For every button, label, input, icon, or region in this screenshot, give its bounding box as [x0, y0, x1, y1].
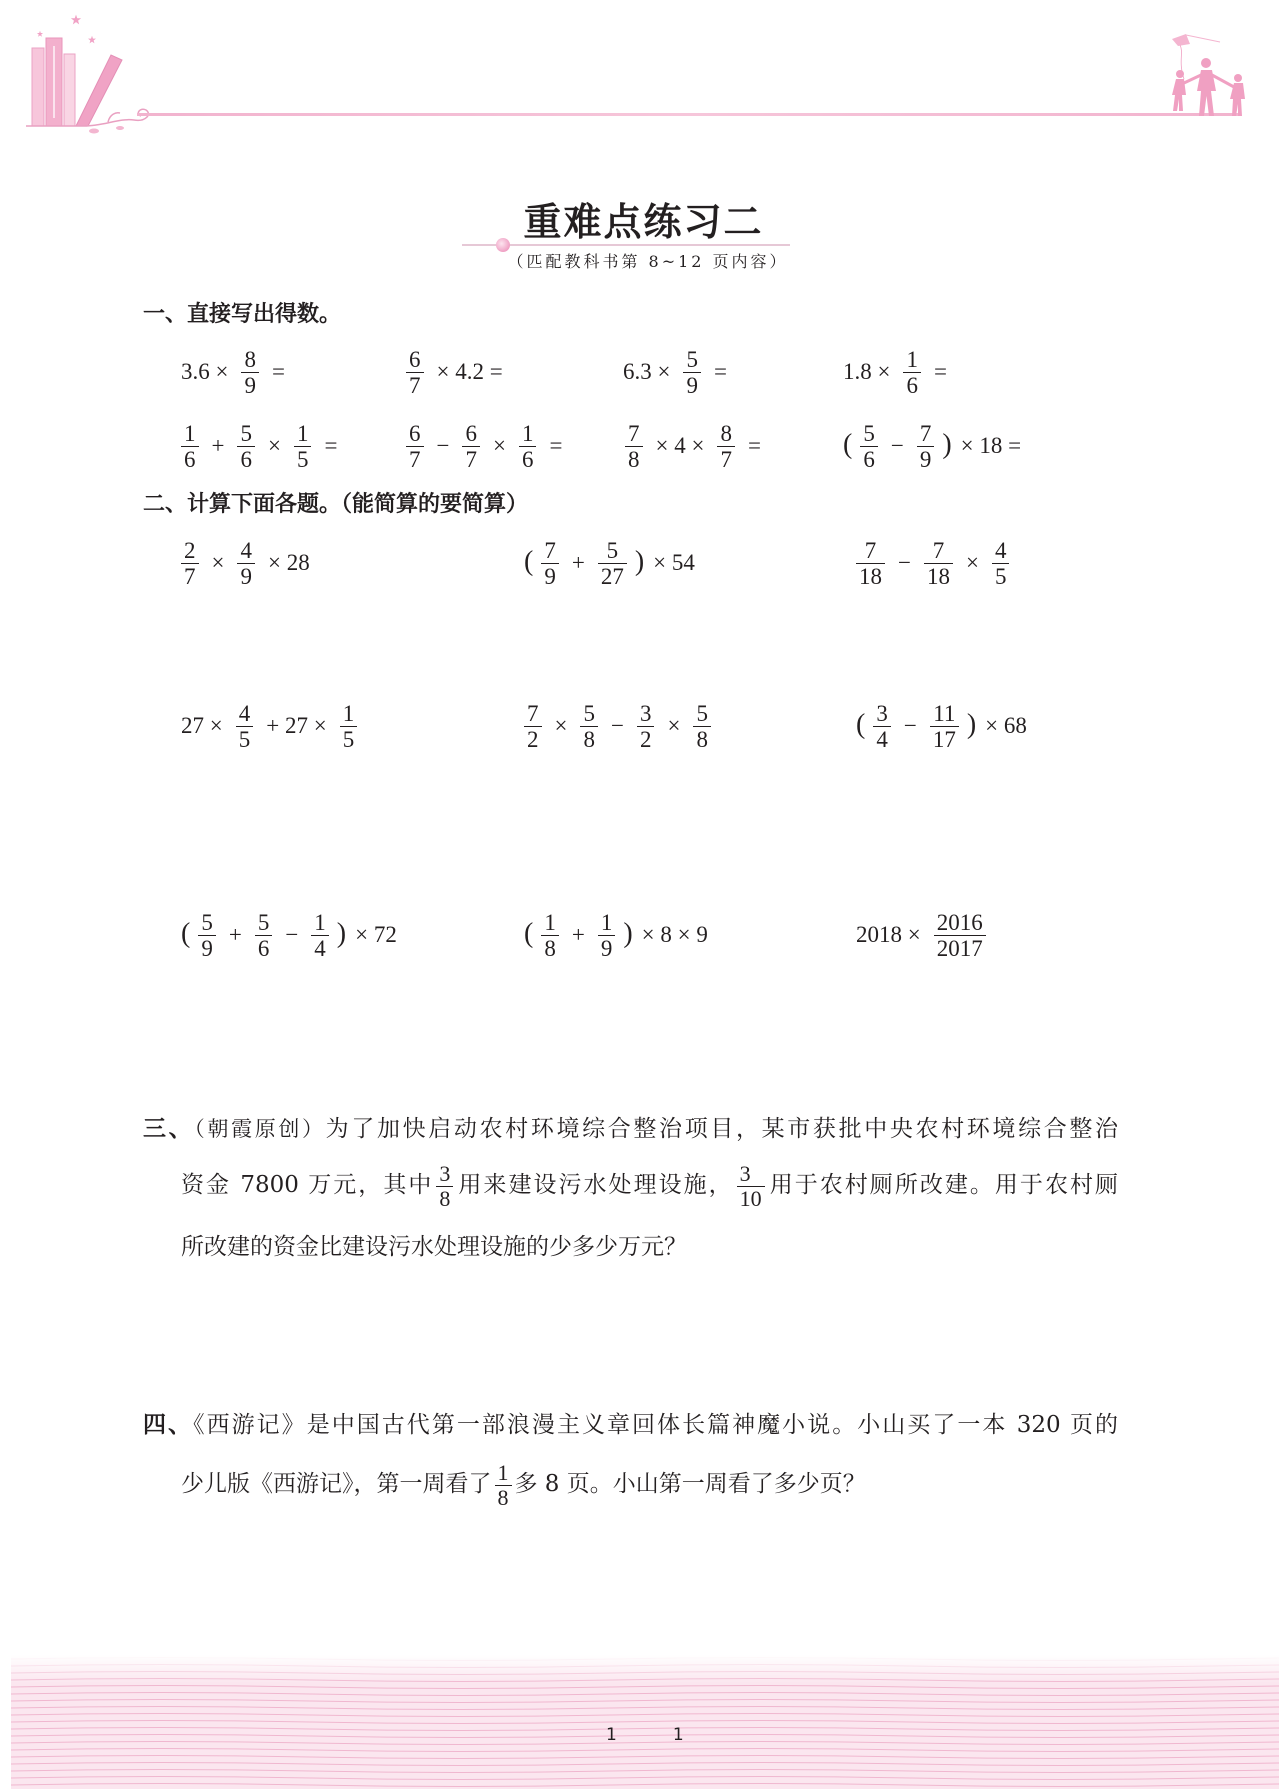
section1-problem-2 [406, 346, 510, 398]
fraction [917, 422, 935, 471]
denominator: 7 [720, 446, 732, 472]
expr-text: × [492, 433, 506, 458]
denominator: 17 [932, 726, 956, 752]
fraction [462, 422, 480, 471]
numerator: 1 [181, 422, 199, 447]
denominator: 6 [521, 446, 534, 472]
expr-text: − [610, 713, 624, 738]
expr-text: = [713, 359, 727, 384]
fraction [693, 702, 711, 751]
fraction [930, 702, 959, 751]
denominator: 9 [201, 935, 213, 961]
numerator: 4 [237, 539, 255, 564]
expr-text: + 27 × [266, 713, 327, 738]
numerator: 4 [992, 539, 1010, 564]
section1-problem-8 [843, 420, 1028, 472]
denominator: 18 [859, 563, 882, 589]
denominator: 8 [497, 1484, 509, 1508]
denominator: 6 [257, 935, 270, 961]
books-icon [32, 38, 122, 126]
denominator: 9 [919, 446, 932, 472]
expr-text: 少儿版《西游记》，第一周看了 [181, 1471, 492, 1497]
denominator: 9 [240, 563, 252, 589]
expr-text: 用于农村厕所改建。用于农村厕 [767, 1172, 1118, 1198]
fraction [524, 702, 542, 751]
open-paren: ( [524, 546, 534, 577]
expr-text: × 28 [267, 550, 310, 575]
numerator: 5 [580, 702, 598, 727]
denominator: 9 [544, 563, 556, 589]
expr-text: 1.8 × [843, 359, 891, 384]
close-paren: ) [942, 429, 952, 460]
page-title: 重难点练习二 [523, 199, 764, 244]
fraction [181, 422, 199, 471]
numerator: 1 [598, 911, 616, 936]
children-silhouette-icon [1172, 58, 1245, 116]
section2-problem-7 [181, 909, 404, 961]
fraction [406, 422, 424, 471]
numerator: 1 [903, 348, 921, 373]
problem3-text-3: 所改建的资金比建设污水处理设施的少多少万元？ [181, 1234, 687, 1260]
denominator: 2 [527, 726, 539, 752]
expr-text: × 18 = [960, 433, 1022, 458]
problem3-source: （朝霞原创） [194, 1117, 326, 1141]
fraction [541, 539, 559, 588]
denominator: 5 [296, 446, 309, 472]
denominator: 2 [639, 726, 652, 752]
expr-text: = [549, 433, 563, 458]
numerator: 1 [294, 422, 312, 447]
footer-wave-band [11, 1655, 1279, 1789]
section2-problem-9 [856, 909, 992, 961]
expr-text: × [667, 713, 681, 738]
fraction [495, 1462, 512, 1509]
denominator: 9 [244, 372, 256, 398]
numerator: 6 [406, 422, 424, 447]
denominator: 4 [876, 726, 888, 752]
problem3-line-2 [181, 1161, 1118, 1209]
fraction [992, 539, 1010, 588]
problem3-line-1 [143, 1105, 1118, 1153]
denominator: 6 [863, 446, 875, 472]
expr-text: + [211, 433, 225, 458]
section2-problem-3 [856, 537, 1015, 589]
numerator: 7 [541, 539, 559, 564]
numerator: 1 [311, 911, 329, 936]
numerator: 3 [436, 1163, 453, 1187]
expr-text: = [933, 359, 947, 384]
expr-text: 6.3 × [623, 359, 671, 384]
problem4-label: 四、 [143, 1412, 194, 1438]
kite-children-illustration [1158, 33, 1253, 118]
problem4-line-1 [143, 1401, 1118, 1449]
fraction [717, 422, 735, 471]
denominator: 18 [926, 563, 950, 589]
expr-text: × 72 [355, 922, 397, 947]
numerator: 7 [524, 702, 542, 727]
problem4-text-1: 《西游记》是中国古代第一部浪漫主义章回体长篇神魔小说。小山买了一本 320 页的 [193, 1412, 1118, 1438]
section2-problem-1 [181, 537, 317, 589]
problem4-line-2 [181, 1460, 1118, 1508]
problem3-text-1: 为了加快启动农村环境综合整治项目，某市获批中央农村环境综合整治 [325, 1116, 1118, 1142]
fraction [637, 702, 655, 751]
numerator: 5 [693, 702, 711, 727]
section2-problem-4 [181, 700, 363, 752]
fraction [237, 422, 255, 471]
expr-text: × 8 × 9 [641, 922, 708, 947]
numerator: 7 [856, 539, 885, 564]
expr-text: × [965, 550, 979, 575]
numerator: 1 [541, 911, 559, 936]
numerator: 5 [237, 422, 255, 447]
numerator: 1 [495, 1462, 512, 1486]
denominator: 8 [628, 446, 640, 472]
expr-text: × 54 [653, 550, 695, 575]
expr-text: 资金 7800 万元，其中 [181, 1172, 434, 1198]
numerator: 5 [198, 911, 216, 936]
fraction [541, 911, 559, 960]
fraction [255, 911, 273, 960]
denominator: 9 [600, 935, 613, 961]
numerator: 6 [462, 422, 480, 447]
fraction [625, 422, 643, 471]
open-paren: ( [524, 918, 534, 949]
section2-heading: 二、计算下面各题。（能简算的要简算） [143, 492, 529, 517]
expr-text: × [211, 550, 225, 575]
fraction [198, 911, 216, 960]
denominator: 7 [184, 563, 196, 589]
fraction [924, 539, 953, 588]
expr-text: − [898, 550, 911, 575]
expr-text: 多 8 页。小山第一周看了多少页？ [514, 1471, 866, 1497]
expr-text: − [285, 922, 299, 947]
numerator: 7 [917, 422, 935, 447]
fraction [436, 1163, 453, 1210]
section1-problem-7 [625, 420, 768, 472]
problem3-label: 三、 [143, 1116, 195, 1142]
problem3-line-3 [181, 1223, 1118, 1271]
fraction [934, 911, 986, 960]
footer-wave-pattern [11, 1655, 1279, 1789]
expr-text: 用来建设污水处理设施， [456, 1172, 734, 1198]
header-divider [137, 113, 1241, 116]
numerator: 11 [930, 702, 959, 727]
section1-problem-6 [406, 420, 569, 472]
books-illustration [24, 12, 164, 137]
fraction [903, 348, 921, 397]
section2-problem-6 [856, 700, 1034, 752]
denominator: 9 [686, 372, 698, 398]
fraction [237, 539, 255, 588]
section1-problem-5 [181, 420, 344, 472]
section1-problem-4 [843, 346, 954, 398]
open-paren: ( [856, 709, 866, 740]
numerator: 3 [737, 1163, 765, 1187]
fraction [856, 539, 885, 588]
fraction [598, 539, 627, 588]
numerator: 5 [598, 539, 627, 564]
section1-heading: 一、直接写出得数。 [143, 302, 342, 327]
page-number: 11 [606, 1725, 740, 1745]
expr-text: 2018 × [856, 922, 921, 947]
expr-text: 27 × [181, 713, 223, 738]
fraction [311, 911, 329, 960]
close-paren: ) [623, 918, 633, 949]
denominator: 8 [439, 1185, 451, 1209]
numerator: 2016 [934, 911, 986, 936]
section2-problem-2 [524, 537, 702, 589]
fraction [406, 348, 424, 397]
fraction [519, 422, 537, 471]
fraction [598, 911, 616, 960]
denominator: 8 [583, 726, 595, 752]
section2-problem-8 [524, 909, 715, 961]
close-paren: ) [336, 918, 347, 949]
numerator: 1 [519, 422, 537, 447]
expr-text: × 68 [985, 713, 1027, 738]
expr-text: − [436, 433, 450, 458]
section1-problem-3 [623, 346, 734, 398]
expr-text: = [324, 433, 338, 458]
fraction [181, 539, 199, 588]
expr-text: − [890, 433, 904, 458]
expr-text: × 4.2 = [436, 359, 503, 384]
numerator: 4 [236, 702, 254, 727]
fraction [860, 422, 878, 471]
numerator: 7 [625, 422, 643, 447]
expr-text: + [571, 550, 585, 575]
open-paren: ( [181, 918, 191, 949]
expr-text: − [903, 713, 917, 738]
numerator: 8 [717, 422, 735, 447]
denominator: 7 [465, 446, 477, 472]
denominator: 10 [739, 1185, 762, 1209]
page-subtitle: （匹配教科书第 8~12 页内容） [507, 252, 789, 271]
open-paren: ( [843, 429, 853, 460]
expr-text: + [228, 922, 242, 947]
denominator: 8 [544, 935, 556, 961]
numerator: 3 [637, 702, 655, 727]
expr-text: = [747, 433, 761, 458]
denominator: 8 [696, 726, 708, 752]
numerator: 3 [873, 702, 891, 727]
denominator: 27 [600, 563, 624, 589]
expr-text: 3.6 × [181, 359, 229, 384]
denominator: 5 [238, 726, 251, 752]
section2-problem-5 [524, 700, 717, 752]
numerator: 8 [241, 348, 259, 373]
expr-text: × 4 × [655, 433, 705, 458]
denominator: 5 [994, 563, 1007, 589]
fraction [580, 702, 598, 751]
fraction [340, 702, 358, 751]
expr-text: × [267, 433, 281, 458]
expr-text: + [571, 922, 585, 947]
fraction [683, 348, 701, 397]
denominator: 7 [409, 372, 421, 398]
denominator: 6 [906, 372, 918, 398]
numerator: 5 [860, 422, 878, 447]
denominator: 5 [342, 726, 355, 752]
numerator: 5 [255, 911, 273, 936]
denominator: 7 [409, 446, 421, 472]
numerator: 7 [924, 539, 953, 564]
fraction [873, 702, 891, 751]
denominator: 6 [184, 446, 196, 472]
numerator: 1 [340, 702, 358, 727]
numerator: 5 [683, 348, 701, 373]
denominator: 2017 [936, 935, 983, 961]
fraction [294, 422, 312, 471]
numerator: 2 [181, 539, 199, 564]
numerator: 6 [406, 348, 424, 373]
denominator: 4 [314, 935, 326, 961]
close-paren: ) [634, 546, 645, 577]
fraction [236, 702, 254, 751]
fraction [737, 1163, 765, 1210]
expr-text: = [271, 359, 285, 384]
fraction [241, 348, 259, 397]
section1-problem-1 [181, 346, 292, 398]
expr-text: × [554, 713, 568, 738]
denominator: 6 [240, 446, 252, 472]
close-paren: ) [966, 709, 977, 740]
